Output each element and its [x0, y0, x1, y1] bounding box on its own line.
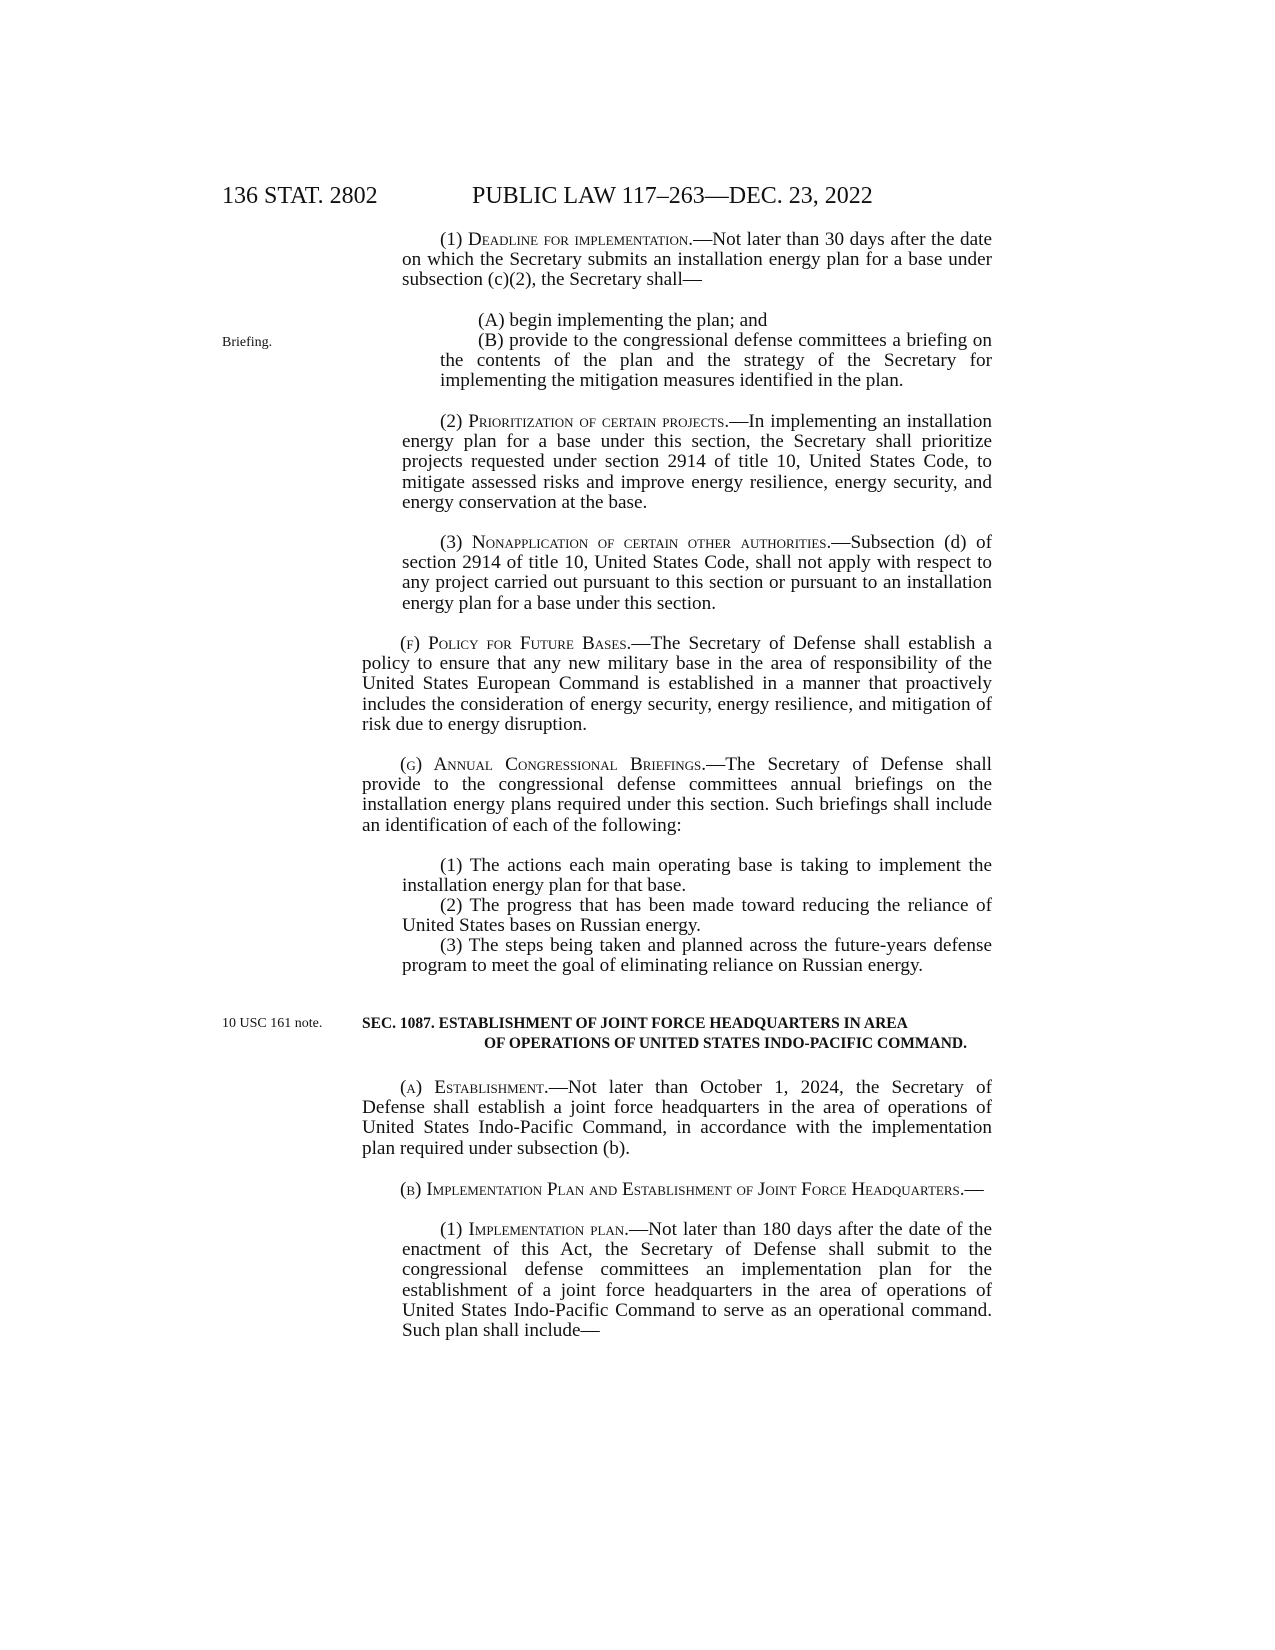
text-e3: —Subsection (d) of section 2914 of title 10, United States Code, shall not apply with respect to any project carried out pursuant to this section or pursuant to an installation energy plan for a base under this section. — [402, 532, 992, 614]
paragraph-b — [362, 1180, 992, 1200]
text-g: —The Secretary of Defense shall provide to the congressional defense committees annual briefings on the installation energy plans required under this section. Such briefings shall include an identification of each of the following: — [362, 754, 992, 836]
paragraph-f — [362, 634, 992, 735]
section-heading — [362, 1014, 992, 1054]
paragraph-a — [362, 1078, 992, 1159]
text-b: — — [964, 1179, 984, 1200]
margin-note-usc: 10 USC 161 note. — [222, 1016, 323, 1031]
text-a: —Not later than October 1, 2024, the Secretary of Defense shall establish a joint force headquarters in the area of operations of United States Indo-Pacific Command, in accordance with the implementation plan required under subsection (b). — [362, 1077, 993, 1159]
paragraph-g2 — [362, 896, 992, 936]
paragraph-e1b — [362, 331, 992, 392]
heading-b1: (1) Implementation plan. — [440, 1219, 629, 1240]
page-reference: 136 STAT. 2802 — [222, 183, 378, 209]
paragraph-b1 — [362, 1220, 992, 1341]
text-e2: —In implementing an installation energy plan for a base under this section, the Secretary shall prioritize projects requested under section 2914 of title 10, United States Code, to mitigate assessed risks and improve energy resilience, energy security, and energy conservation at the base. — [402, 411, 992, 513]
paragraph-e2 — [362, 412, 992, 513]
text-g1: (1) The actions each main operating base is taking to implement the installation energy plan for that base. — [402, 855, 992, 897]
text-b1: —Not later than 180 days after the date of the enactment of this Act, the Secretary of Defense shall submit to the congressional defense committees an implementation plan for the establishment of a joint force headquarters in the area of operations of United States Indo-Pacific Command to serve as an operational command. Such plan shall include— — [402, 1219, 992, 1342]
paragraph-g — [362, 755, 992, 836]
text-e1: —Not later than 30 days after the date on which the Secretary submits an installation energy plan for a base under subsection (c)(2), the Secretary shall— — [402, 229, 992, 291]
text-g2: (2) The progress that has been made toward reducing the reliance of United States bases on Russian energy. — [402, 895, 992, 937]
text-f: —The Secretary of Defense shall establish a policy to ensure that any new military base in the area of responsibility of the United States European Command is established in a manner that proactively includes the consideration of energy security, energy resilience, and mitigation of risk due to energy disruption. — [362, 633, 992, 735]
paragraph-e1a — [362, 311, 992, 331]
heading-e1: (1) Deadline for implementation. — [440, 229, 694, 250]
section-heading-line-2: OF OPERATIONS OF UNITED STATES INDO-PACIFIC COMMAND. — [484, 1035, 967, 1052]
text-g3: (3) The steps being taken and planned across the future-years defense program to meet the goal of eliminating reliance on Russian energy. — [402, 935, 992, 977]
text-e1b: (B) provide to the congressional defense committees a briefing on the contents of the plan and the strategy of the Secretary for implementing the mitigation measures identified in the plan. — [440, 330, 992, 392]
heading-b: (b) Implementation Plan and Establishment of Joint Force Headquarters. — [400, 1179, 965, 1200]
heading-f: (f) Policy for Future Bases. — [400, 633, 632, 654]
text-e1a: (A) begin implementing the plan; and — [478, 310, 768, 331]
section-heading-line-1: SEC. 1087. ESTABLISHMENT OF JOINT FORCE HEADQUARTERS IN AREA — [362, 1015, 908, 1032]
paragraph-e1 — [362, 230, 992, 291]
heading-a: (a) Establishment. — [400, 1077, 549, 1098]
heading-e2: (2) Prioritization of certain projects. — [440, 411, 730, 432]
page-header-title: PUBLIC LAW 117–263—DEC. 23, 2022 — [472, 183, 873, 209]
heading-g: (g) Annual Congressional Briefings. — [400, 754, 707, 775]
paragraph-g1 — [362, 856, 992, 896]
paragraph-g3 — [362, 936, 992, 976]
heading-e3: (3) Nonapplication of certain other authorities. — [440, 532, 832, 553]
paragraph-e3 — [362, 533, 992, 614]
margin-note-briefing: Briefing. — [222, 335, 273, 350]
